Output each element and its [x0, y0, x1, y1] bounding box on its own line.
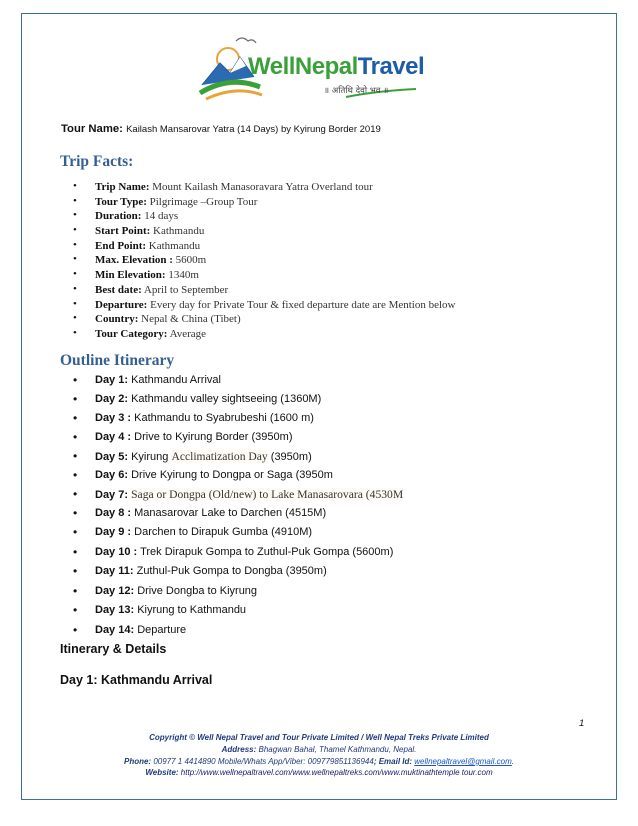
fact-value: 1340m	[168, 269, 199, 282]
list-item	[69, 450, 403, 469]
list-item	[69, 585, 403, 605]
logo-word-1: WellNepal	[248, 53, 358, 80]
fact-label: Country:	[95, 313, 139, 326]
footer-website	[30, 768, 608, 777]
list-item	[69, 431, 403, 450]
company-logo	[196, 33, 446, 105]
day-label: Day 14:	[95, 623, 135, 636]
day-label: Day 7:	[95, 489, 129, 501]
tour-name	[61, 123, 381, 135]
list-item	[69, 374, 403, 393]
day-value: Drive to Kyirung Border (3950m)	[134, 431, 293, 443]
day-label: Day 10 :	[95, 545, 138, 558]
list-item	[69, 624, 403, 644]
day-value: Darchen to Dirapuk Gumba (4910M)	[134, 526, 313, 538]
day-value-tail: (3950m)	[270, 451, 312, 463]
itinerary-details-heading: Itinerary & Details	[60, 642, 167, 656]
list-item	[69, 526, 403, 546]
page-number: 1	[579, 718, 585, 729]
fact-label: Departure:	[95, 298, 148, 311]
list-item	[69, 299, 455, 314]
day-label: Day 6:	[95, 469, 129, 481]
phone-label: Phone:	[123, 757, 152, 766]
list-item	[69, 546, 403, 566]
fact-label: Best date:	[95, 283, 142, 296]
day-value: Kathmandu Arrival	[131, 374, 221, 386]
fact-value: Nepal & China (Tibet)	[141, 313, 241, 326]
list-item	[69, 240, 455, 255]
outline-itinerary-heading: Outline Itinerary	[60, 352, 175, 369]
fact-value: Kathmandu	[153, 225, 205, 238]
fact-value: Pilgrimage –Group Tour	[149, 195, 258, 208]
fact-value: Mount Kailash Manasoravara Yatra Overland tour	[152, 181, 373, 193]
footer-contact	[30, 757, 608, 766]
day-value: Kyirung	[131, 451, 169, 463]
list-item	[69, 181, 455, 196]
day-value-highlight: Acclimatization Day	[171, 450, 268, 463]
day-1-heading: Day 1: Kathmandu Arrival	[60, 673, 213, 687]
day-value: Kathmandu valley sightseeing (1360M)	[131, 393, 322, 405]
fact-value: Kathmandu	[148, 239, 201, 252]
trip-facts-list	[69, 181, 455, 343]
day-label: Day 2:	[95, 393, 129, 405]
email-link[interactable]: wellnepaltravel@gmail.com	[414, 757, 512, 766]
address-value: Bhagwan Bahal, Thamel Kathmandu, Nepal.	[258, 745, 417, 754]
address-label: Address:	[221, 745, 257, 754]
website-label: Website:	[145, 768, 179, 777]
fact-label: Duration:	[95, 210, 142, 223]
fact-label: Min Elevation:	[95, 269, 166, 282]
list-item	[69, 313, 455, 328]
fact-label: Max. Elevation :	[95, 254, 173, 267]
list-item	[69, 488, 403, 507]
list-item	[69, 284, 455, 299]
day-value: Drive Kyirung to Dongpa or Saga (3950m	[131, 469, 333, 481]
logo-tagline: ॥ अतिथि देवो भव ॥	[324, 86, 389, 96]
logo-wordmark	[248, 53, 424, 81]
day-value: Departure	[137, 623, 187, 636]
day-label: Day 9 :	[95, 526, 132, 538]
list-item	[69, 604, 403, 624]
day-label: Day 11:	[95, 565, 134, 577]
day-label: Day 1:	[95, 374, 129, 386]
website-value[interactable]: http://www.wellnepaltravel.com/www.wellnepaltreks.com/www.muktinathtemple tour.com	[180, 768, 493, 777]
day-value-highlight: Saga or Dongpa (Old/new) to Lake Manasarovara (4530M	[131, 488, 404, 501]
day-value: Drive Dongba to Kiyrung	[137, 584, 258, 597]
fact-label: Trip Name:	[95, 181, 150, 193]
day-value: Kathmandu to Syabrubeshi (1600 m)	[134, 412, 314, 424]
day-label: Day 5:	[95, 451, 129, 463]
day-value: Trek Dirapuk Gompa to Zuthul-Puk Gompa (5600m)	[140, 545, 394, 558]
email-label: ; Email Id:	[373, 757, 413, 766]
fact-value: 14 days	[144, 210, 179, 223]
tour-name-label: Tour Name:	[61, 123, 123, 135]
logo-word-2: Travel	[357, 53, 425, 80]
day-label: Day 12:	[95, 584, 135, 597]
list-item	[69, 254, 455, 269]
outline-itinerary-list	[69, 374, 403, 643]
day-label: Day 4 :	[95, 431, 132, 443]
footer-address	[30, 745, 608, 754]
day-value: Manasarovar Lake to Darchen (4515M)	[134, 507, 327, 519]
list-item	[69, 507, 403, 526]
list-item	[69, 210, 455, 225]
day-label: Day 3 :	[95, 412, 132, 424]
list-item	[69, 412, 403, 431]
fact-value: April to September	[143, 283, 229, 296]
list-item	[69, 225, 455, 240]
trip-facts-heading: Trip Facts:	[60, 153, 134, 170]
list-item	[69, 393, 403, 412]
fact-label: End Point:	[95, 239, 147, 252]
fact-value: 5600m	[175, 254, 207, 267]
list-item	[69, 269, 455, 284]
phone-value: 00977 1 4414890 Mobile/Whats App/Viber: 009779851136944	[153, 757, 374, 766]
list-item	[69, 196, 455, 211]
day-value: Kiyrung to Kathmandu	[137, 604, 247, 616]
tour-name-value: Kailash Mansarovar Yatra (14 Days) by Kyirung Border 2019	[126, 124, 381, 135]
day-label: Day 8 :	[95, 507, 132, 519]
list-item	[69, 328, 455, 343]
fact-label: Tour Category:	[95, 327, 168, 340]
email-tail: .	[511, 757, 515, 766]
copyright-text: Copyright © Well Nepal Travel and Tour Private Limited / Well Nepal Treks Private Limited	[149, 733, 489, 742]
list-item	[69, 469, 403, 488]
footer-copyright	[30, 733, 608, 742]
fact-label: Tour Type:	[95, 195, 147, 208]
day-label: Day 13:	[95, 604, 135, 616]
fact-value: Average	[169, 327, 207, 340]
fact-value: Every day for Private Tour & fixed departure date are Mention below	[150, 298, 456, 311]
day-value: Zuthul-Puk Gompa to Dongba (3950m)	[136, 565, 327, 577]
fact-label: Start Point:	[95, 225, 151, 238]
list-item	[69, 565, 403, 585]
